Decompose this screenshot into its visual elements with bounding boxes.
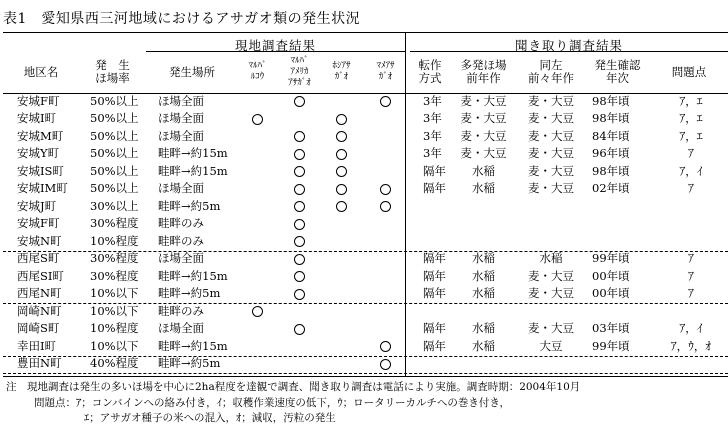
column-header-line: ﾏﾙﾊﾞ — [248, 61, 267, 71]
cell-prev1: 水稲 — [472, 251, 495, 266]
cell-rate: 50%以上 — [90, 181, 139, 196]
cell-rate: 10%以下 — [90, 303, 139, 318]
cell-area: 安城F町 — [17, 93, 60, 108]
cell-prev1: 水稲 — [472, 286, 495, 301]
group-header-interview: 聞き取り調査結果 — [514, 38, 623, 53]
cell-prev1: 麦・大豆 — [460, 128, 507, 143]
cell-prev2: 麦・大豆 — [528, 286, 574, 301]
cell-area: 西尾N町 — [17, 286, 62, 301]
note-line-1: 注 現地調査は発生の多いほ場を中心に2ha程度を達観で調査、聞き取り調査は電話により実施。調査時期：2004年10月 — [6, 381, 581, 393]
cell-place: ほ場全面 — [158, 181, 204, 196]
cell-place: 畦畔→約5m — [158, 286, 221, 301]
cell-problem: ｱ，ｴ — [679, 111, 703, 126]
occurrence-circle — [294, 289, 305, 300]
occurrence-circle — [294, 166, 305, 177]
column-header-area — [3, 66, 79, 79]
cell-year: 00年頃 — [592, 286, 630, 301]
column-header-rate — [79, 59, 146, 85]
cell-rotation: 隔年 — [423, 338, 446, 353]
cell-prev2: 麦・大豆 — [528, 93, 574, 108]
cell-year: 02年頃 — [592, 181, 630, 196]
cell-place: ほ場全面 — [158, 128, 204, 143]
cell-problem: ｱ — [688, 146, 694, 161]
table-bottom-rule — [3, 376, 728, 377]
cell-prev2: 麦・大豆 — [528, 268, 574, 283]
column-header-line: 問題点 — [671, 64, 707, 79]
column-header-line: ほ場率 — [95, 71, 130, 85]
table-top-rule — [3, 32, 728, 33]
cell-area: 安城I町 — [17, 111, 57, 126]
column-header-sp4 — [361, 61, 410, 83]
column-header-line: ﾎｼｱｻ — [332, 61, 351, 71]
column-header-line: 発生確認 — [594, 58, 641, 72]
occurrence-circle — [252, 114, 263, 125]
column-header-line: 方式 — [418, 71, 442, 85]
cell-rate: 30%程度 — [90, 268, 139, 283]
cell-rate: 40%程度 — [90, 356, 139, 371]
cell-problem: ｱ，ｴ — [679, 93, 703, 108]
column-header-sp1 — [238, 61, 277, 83]
cell-year: 99年頃 — [592, 251, 630, 266]
cell-problem: ｱ — [688, 181, 694, 196]
note-line-2: 問題点：ｱ；コンバインへの絡み付き，ｲ；収穫作業速度の低下，ｳ；ロータリーカルチへの巻き付き， — [34, 397, 510, 409]
column-header-rotation — [410, 59, 450, 85]
cell-area: 岡崎N町 — [17, 303, 62, 318]
cell-place: 畦畔のみ — [158, 216, 204, 231]
occurrence-circle — [380, 341, 391, 352]
cell-year: 99年頃 — [592, 338, 630, 353]
column-header-line: ﾙｺｳ — [250, 72, 265, 82]
cell-rate: 10%以下 — [90, 338, 139, 353]
occurrence-circle — [294, 271, 305, 282]
column-header-line: ﾏﾙﾊﾞ — [290, 55, 309, 66]
occurrence-circle — [380, 184, 391, 195]
group-header-field: 現地調査結果 — [234, 38, 316, 53]
cell-year: 84年頃 — [592, 128, 630, 143]
cell-rotation: 隔年 — [423, 163, 446, 178]
column-header-sp2 — [277, 56, 322, 89]
cell-rotation: 隔年 — [423, 321, 446, 336]
column-header-line: 転作 — [418, 58, 442, 72]
cell-place: 畦畔→約15m — [158, 146, 228, 161]
cell-rate: 10%程度 — [90, 233, 139, 248]
cell-rotation: 3年 — [423, 146, 442, 161]
occurrence-circle — [294, 324, 305, 335]
cell-year: 98年頃 — [592, 163, 630, 178]
cell-problem: ｱ，ｲ — [679, 163, 703, 178]
cell-problem: ｱ，ｳ，ｵ — [670, 338, 712, 353]
cell-area: 豊田N町 — [17, 356, 62, 371]
cell-rotation: 隔年 — [423, 268, 446, 283]
occurrence-circle — [336, 149, 347, 160]
cell-prev1: 水稲 — [472, 163, 495, 178]
occurrence-circle — [294, 184, 305, 195]
cell-year: 98年頃 — [592, 111, 630, 126]
cell-place: 畦畔→約5m — [158, 198, 221, 213]
cell-place: 畦畔→約5m — [158, 356, 221, 371]
cell-problem: ｱ — [688, 251, 694, 266]
occurrence-circle — [294, 219, 305, 230]
cell-prev2: 大豆 — [539, 338, 563, 353]
occurrence-circle — [252, 306, 263, 317]
cell-rate: 50%以上 — [90, 111, 139, 126]
cell-year: 03年頃 — [592, 321, 630, 336]
cell-prev1: 水稲 — [472, 321, 495, 336]
occurrence-circle — [294, 96, 305, 107]
column-header-sp3 — [322, 61, 361, 83]
occurrence-circle — [380, 96, 391, 107]
cell-prev1: 水稲 — [472, 181, 495, 196]
cell-place: 畦畔→約15m — [158, 163, 228, 178]
cell-rate: 50%以上 — [90, 128, 139, 143]
occurrence-circle — [336, 201, 347, 212]
section-divider — [405, 32, 406, 376]
occurrence-circle — [336, 114, 347, 125]
cell-place: ほ場全面 — [158, 93, 204, 108]
column-header-line: 発 生 — [95, 58, 130, 72]
cell-prev2: 麦・大豆 — [528, 128, 574, 143]
column-header-line: ｶﾞｵ — [378, 72, 393, 82]
cell-problem: ｱ — [688, 286, 694, 301]
cell-area: 幸田I町 — [17, 338, 57, 353]
cell-rate: 50%以上 — [90, 163, 139, 178]
cell-area: 安城F町 — [17, 216, 60, 231]
page-title: 表1 愛知県西三河地域におけるアサガオ類の発生状況 — [3, 11, 361, 27]
cell-prev2: 麦・大豆 — [528, 111, 574, 126]
column-header-line: 年次 — [606, 71, 629, 85]
occurrence-circle — [380, 201, 391, 212]
occurrence-circle — [336, 131, 347, 142]
cell-rotation: 隔年 — [423, 181, 446, 196]
cell-rotation: 隔年 — [423, 251, 446, 266]
cell-prev2: 麦・大豆 — [528, 146, 574, 161]
cell-prev2: 麦・大豆 — [528, 163, 574, 178]
occurrence-circle — [294, 149, 305, 160]
cell-problem: ｱ，ｲ — [679, 321, 703, 336]
note-line-3: ｴ；アサガオ種子の米への混入，ｵ；減収，汚粒の発生 — [84, 412, 336, 424]
cell-area: 安城N町 — [17, 233, 62, 248]
cell-prev2: 麦・大豆 — [528, 321, 574, 336]
cell-rate: 30%程度 — [90, 251, 139, 266]
cell-area: 安城IM町 — [17, 181, 68, 196]
column-header-prev2 — [517, 59, 585, 85]
cell-area: 岡崎S町 — [17, 321, 60, 336]
column-header-line: ﾏﾒｱｻ — [376, 61, 395, 71]
cell-place: 畦畔→約15m — [158, 338, 228, 353]
cell-prev1: 水稲 — [472, 338, 495, 353]
occurrence-circle — [380, 359, 391, 370]
row-group-divider — [3, 373, 728, 374]
cell-place: ほ場全面 — [158, 111, 204, 126]
column-header-line: ｱﾒﾘｶ — [290, 66, 309, 77]
column-header-line: 多発ほ場 — [460, 58, 507, 72]
cell-area: 安城M町 — [17, 128, 64, 143]
occurrence-circle — [294, 236, 305, 247]
cell-prev1: 麦・大豆 — [460, 111, 507, 126]
cell-place: 畦畔のみ — [158, 303, 204, 318]
cell-rotation: 3年 — [423, 93, 442, 108]
column-header-prev1 — [450, 59, 517, 85]
cell-problem: ｱ，ｴ — [679, 128, 703, 143]
cell-rotation: 3年 — [423, 111, 442, 126]
cell-rate: 50%以上 — [90, 93, 139, 108]
occurrence-circle — [336, 166, 347, 177]
cell-prev2: 水稲 — [539, 251, 563, 266]
occurrence-circle — [294, 201, 305, 212]
cell-prev2: 麦・大豆 — [528, 181, 574, 196]
cell-year: 00年頃 — [592, 268, 630, 283]
cell-rotation: 隔年 — [423, 286, 446, 301]
cell-place: ほ場全面 — [158, 321, 204, 336]
cell-prev1: 麦・大豆 — [460, 146, 507, 161]
cell-area: 安城Y町 — [17, 146, 60, 161]
column-header-line: ｶﾞｵ — [334, 72, 349, 82]
cell-rate: 50%以上 — [90, 146, 139, 161]
occurrence-circle — [294, 254, 305, 265]
column-header-line: 前々年作 — [528, 71, 574, 85]
cell-rate: 10%程度 — [90, 321, 139, 336]
column-header-line: 前年作 — [466, 71, 501, 85]
occurrence-circle — [294, 131, 305, 142]
cell-area: 安城IS町 — [17, 163, 64, 178]
occurrence-circle — [336, 184, 347, 195]
column-header-line: 地区名 — [23, 64, 59, 79]
cell-prev1: 麦・大豆 — [460, 93, 507, 108]
cell-area: 西尾SI町 — [17, 268, 64, 283]
column-header-line: 同左 — [539, 58, 563, 72]
column-header-problem — [650, 66, 728, 79]
cell-place: ほ場全面 — [158, 251, 204, 266]
cell-year: 96年頃 — [592, 146, 630, 161]
column-header-year — [585, 59, 650, 85]
column-header-line: 発生場所 — [169, 64, 215, 79]
cell-place: 畦畔のみ — [158, 233, 204, 248]
cell-prev1: 水稲 — [472, 268, 495, 283]
column-header-place — [146, 66, 238, 79]
cell-problem: ｱ — [688, 268, 694, 283]
cell-rate: 30%以上 — [90, 198, 139, 213]
cell-area: 安城J町 — [17, 198, 57, 213]
cell-place: 畦畔→約15m — [158, 268, 228, 283]
column-header-line: ｱｻｶﾞｵ — [288, 77, 311, 88]
cell-rotation: 3年 — [423, 128, 442, 143]
cell-rate: 30%程度 — [90, 216, 139, 231]
cell-year: 98年頃 — [592, 93, 630, 108]
cell-area: 西尾S町 — [17, 251, 60, 266]
cell-rate: 10%以下 — [90, 286, 139, 301]
